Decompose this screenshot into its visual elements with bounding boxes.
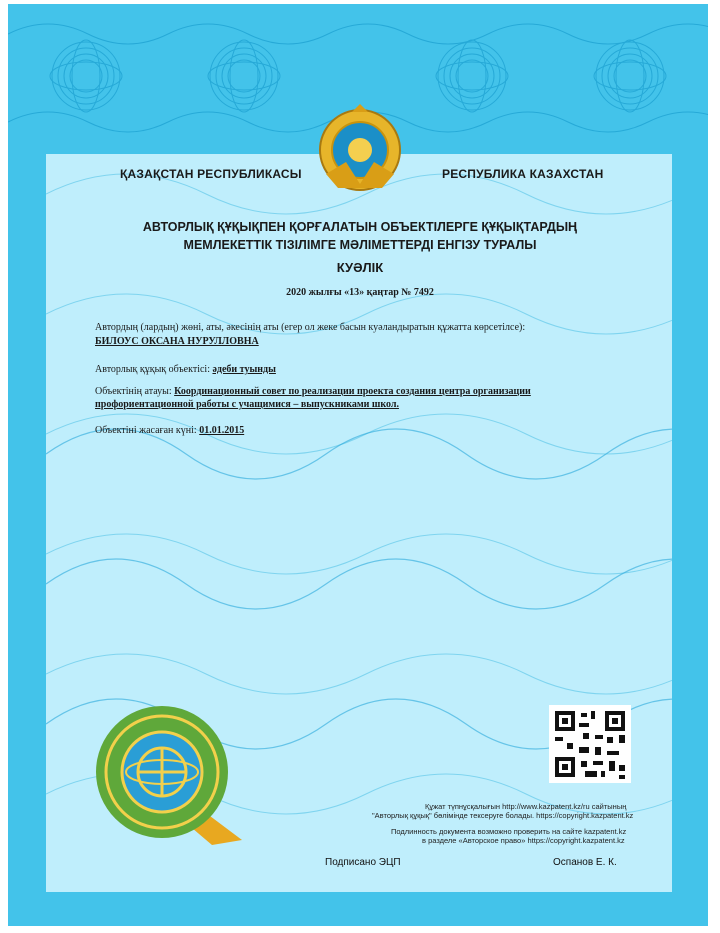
object-name-value-line-2: профориентационной работы с учащимися – выпускниками школ. <box>95 399 399 410</box>
signed-label: Подписано ЭЦП <box>325 857 401 868</box>
creation-date-label: Объектіні жасаған күні: <box>95 425 197 436</box>
verify-ru-line-1: Подлинность документа возможно проверить на сайте kazpatent.kz <box>391 827 627 836</box>
verify-ru-line-2: в разделе «Авторское право» https://copyright.kazpatent.kz <box>422 836 625 845</box>
qr-code <box>549 705 631 783</box>
institute-seal <box>92 700 252 850</box>
seal-text <box>100 742 101 743</box>
title-line-2: МЕМЛЕКЕТТІК ТІЗІЛІМГЕ МӘЛІМЕТТЕРДІ ЕНГІЗУ ТУРАЛЫ <box>183 238 537 252</box>
signer-name: Оспанов Е. К. <box>553 857 617 868</box>
title-line-1: АВТОРЛЫҚ ҚҰҚЫҚПЕН ҚОРҒАЛАТЫН ОБЪЕКТІЛЕРГЕ ҚҰҚЫҚТАРДЫҢ <box>142 220 578 234</box>
document-type: КУӘЛІК <box>336 260 384 275</box>
author-value: БИЛОУС ОКСАНА НУРУЛЛОВНА <box>95 336 259 347</box>
object-name-value-line-1: Координационный совет по реализации проекта создания центра организации <box>174 386 531 397</box>
author-label: Автордың (лардың) жөні, аты, әкесінің аты (егер ол жеке басын куәландыратын құжатта көрсетілсе): <box>95 322 526 333</box>
country-name-kz: ҚАЗАҚСТАН РЕСПУБЛИКАСЫ <box>120 167 302 181</box>
object-name-label: Объектінің атауы: <box>95 386 172 397</box>
verify-kz-line-1: Құжат түпнұсқалығын http://www.kazpatent.kz/ru сайтының <box>425 802 627 811</box>
issue-date-number: 2020 жылғы «13» қаңтар № 7492 <box>286 287 434 298</box>
object-type-value: әдеби туынды <box>212 364 276 375</box>
verify-kz-line-2: "Авторлық құқық" бөлімінде тексеруге болады. https://copyright.kazpatent.kz <box>372 811 634 820</box>
country-name-ru: РЕСПУБЛИКА КАЗАХСТАН <box>442 167 604 181</box>
object-type-label: Авторлық құқық объектісі: <box>95 364 210 375</box>
state-emblem <box>312 104 408 194</box>
creation-date-value: 01.01.2015 <box>199 425 245 436</box>
